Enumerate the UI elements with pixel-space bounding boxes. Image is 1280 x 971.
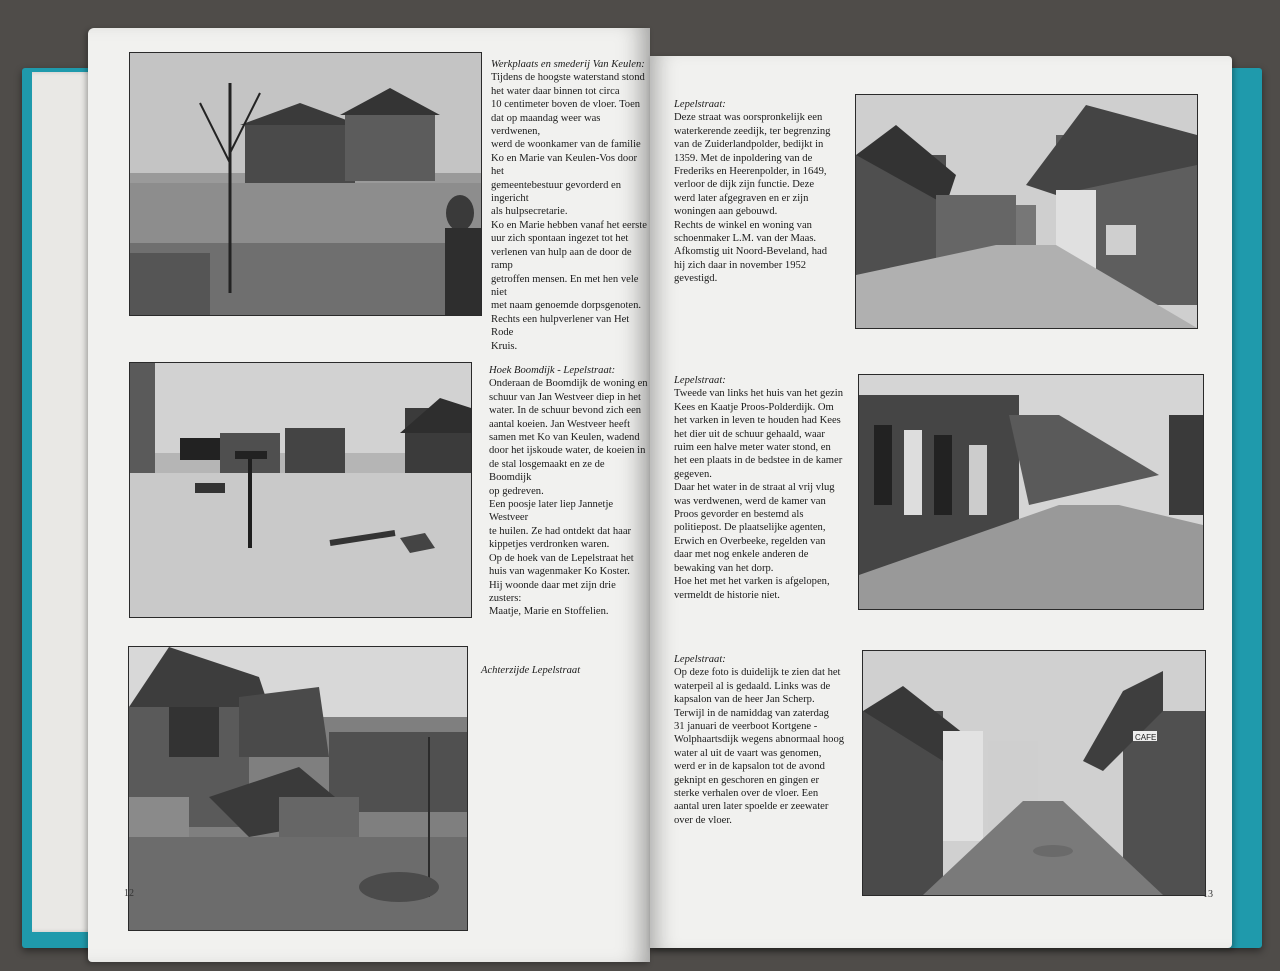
photo-achterzijde — [128, 646, 468, 931]
caption-title: Werkplaats en smederij Van Keulen: — [491, 59, 645, 70]
page-number-right: 13 — [1203, 889, 1213, 900]
photo-lepelstraat-3 — [862, 650, 1206, 896]
photo-lepelstraat-2 — [858, 374, 1204, 610]
caption-body: Onderaan de Boomdijk de woning en schuur van Jan Westveer diep in het water. In de schuur bevond zich een aantal koeien. Jan Westveer heeft samen met Ko van Keulen, wadend door het ijskoude water, de koeien in de stal losgemaakt en ze de Boomdijk op gedreven. Een poosje later liep Jannetje Westveer te huilen. Ze had ontdekt dat haar kippetjes verdronken waren. Op de hoek van de Lepelstraat het huis van wagenmaker Ko Koster. Hij woonde daar met zijn drie zusters: Maatje, Marie en Stoffelien. — [489, 378, 648, 618]
photo-lepelstraat-1 — [855, 94, 1198, 329]
caption-block-4 — [674, 98, 854, 286]
caption-body: Deze straat was oorspronkelijk een waterkerende zeedijk, ter begrenzing van de Zuiderlandpolder, bedijkt in 1359. Met de inpoldering van de Frederiks en Heerenpolder, in 1649, verloor de dijk zijn functie. Deze werd later afgegraven en er zijn woningen aan gebouwd. Rechts de winkel en woning van schoenmaker L.M. van der Maas. Afkomstig uit Noord-Beveland, had hij zich daar in november 1952 gevestigd. — [674, 112, 831, 285]
caption-block-5 — [674, 374, 858, 602]
caption-block-6 — [674, 653, 862, 827]
cafe-sign: CAFE — [1135, 733, 1157, 742]
caption-block-2 — [489, 364, 649, 619]
caption-body: Tweede van links het huis van het gezin Kees en Kaatje Proos-Polderdijk. Om het varken in leven te houden had Kees het dier uit de schuur gehaald, waar ruim een halve meter water stond, en het een plaats in de bedstee in de kamer gegeven. Daar het water in de straat al vrij vlug was verdwenen, werd de kamer van Proos gevorder en bestemd als politiepost. De plaatselijke agenten, Erwich en Overbeeke, regelden van daar met nog enkele anderen de bewaking van het dorp. Hoe het met het varken is afgelopen, vermeldt de historie niet. — [674, 388, 844, 601]
photo-werkplaats — [129, 52, 482, 316]
left-page — [88, 28, 650, 962]
right-page — [650, 56, 1232, 948]
caption-body: Op deze foto is duidelijk te zien dat het waterpeil al is gedaald. Links was de kapsalon van de heer Jan Scherp. Terwijl in de namiddag van zaterdag 31 januari de veerboot Kortgene - Wolphaartsdijk wegens abnormaal hoog water al uit de vaart was genomen, werd er in de kapsalon tot de avond geknipt en geschoren en gingen er sterke verhalen over de vloer. Een aantal uren later spoelde er zeewater over de vloer. — [674, 667, 845, 826]
photo-boomdijk — [129, 362, 472, 618]
caption-title: Lepelstraat: — [674, 375, 726, 386]
caption-title: Lepelstraat: — [674, 654, 726, 665]
caption-title: Lepelstraat: — [674, 99, 726, 110]
caption-title: Hoek Boomdijk - Lepelstraat: — [489, 365, 616, 376]
page-number-left: 12 — [124, 888, 134, 899]
caption-body: Tijdens de hoogste waterstand stond het water daar binnen tot circa 10 centimeter boven de vloer. Toen dat op maandag weer was verdwenen, werd de woonkamer van de familie Ko en Marie van Keulen-Vos door het gemeentebestuur gevorderd en ingericht als hulpsecretarie. Ko en Marie hebben vanaf het eerste uur zich spontaan ingezet tot het verlenen van hulp aan de door de ramp getroffen mensen. En met hen vele niet met naam genoemde dorpsgenoten. Rechts een hulpverlener van Het Rode Kruis. — [491, 72, 647, 352]
caption-title: Achterzijde Lepelstraat — [481, 665, 581, 676]
caption-block-1 — [491, 58, 649, 353]
caption-block-3 — [481, 664, 641, 677]
